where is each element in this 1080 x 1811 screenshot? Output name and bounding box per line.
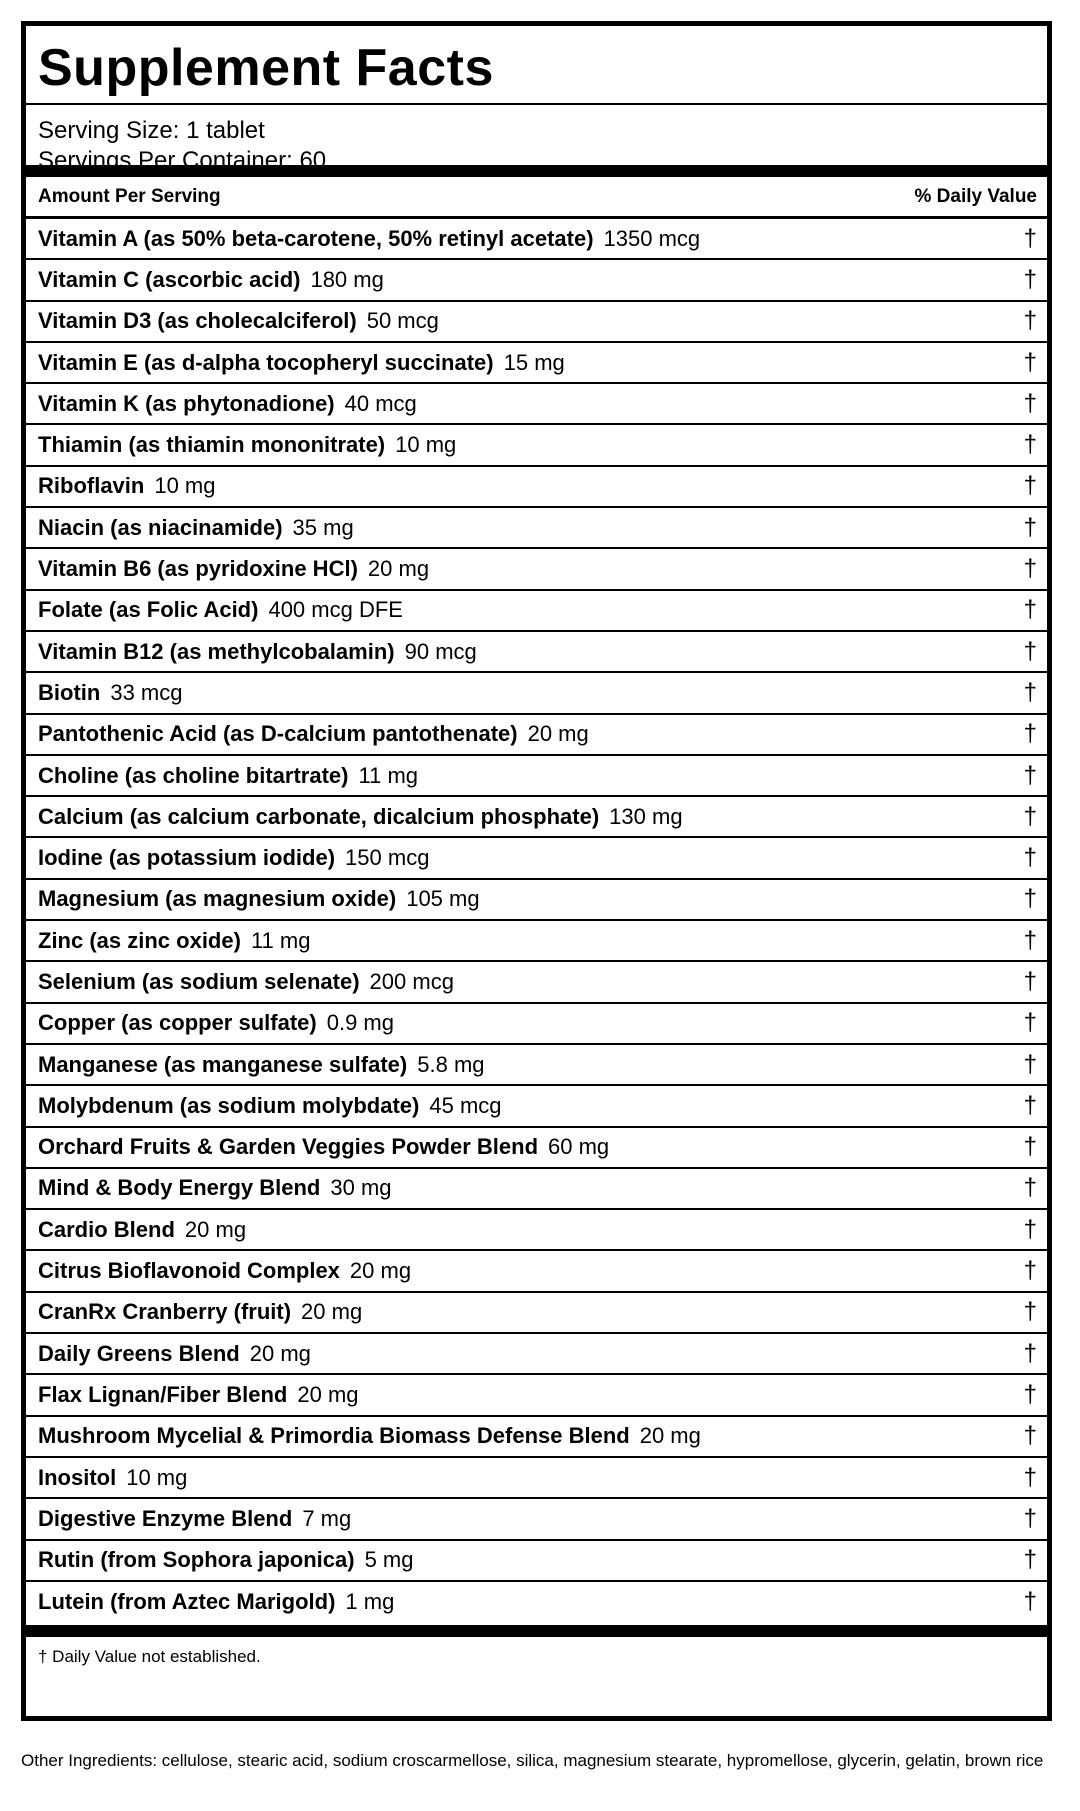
daily-value-dagger: † [1023, 1546, 1037, 1574]
table-row [26, 1251, 1047, 1292]
nutrient-cell [38, 515, 354, 541]
nutrient-cell [38, 928, 310, 954]
column-header-row [26, 177, 1047, 219]
nutrient-amount: 30 mg [330, 1175, 392, 1201]
daily-value-dagger: † [1023, 1422, 1037, 1450]
daily-value-dagger: † [1023, 1380, 1037, 1408]
nutrient-amount: 15 mg [503, 349, 565, 375]
daily-value-dagger: † [1023, 720, 1037, 748]
nutrient-name: Thiamin (as thiamin mononitrate) [38, 432, 386, 458]
nutrient-amount: 20 mg [527, 721, 589, 747]
nutrient-cell [38, 556, 429, 582]
daily-value-header: % Daily Value [914, 185, 1037, 207]
nutrient-name: Riboflavin [38, 473, 145, 499]
nutrient-cell [38, 680, 182, 706]
nutrient-amount: 20 mg [184, 1216, 247, 1242]
daily-value-dagger: † [1023, 431, 1037, 459]
nutrient-amount: 90 mcg [404, 638, 477, 664]
nutrient-amount: 1350 mcg [603, 225, 701, 251]
table-row [26, 797, 1047, 838]
nutrient-amount: 1 mg [345, 1589, 395, 1615]
nutrient-name: Manganese (as manganese sulfate) [38, 1051, 408, 1077]
nutrient-cell [38, 1341, 311, 1367]
daily-value-dagger: † [1023, 885, 1037, 913]
nutrient-amount: 5 mg [364, 1547, 414, 1573]
nutrient-cell [38, 1382, 359, 1408]
nutrient-name: CranRx Cranberry (fruit) [38, 1299, 292, 1325]
table-row [26, 921, 1047, 962]
nutrient-name: Vitamin B12 (as methylcobalamin) [38, 638, 395, 664]
table-row [26, 1169, 1047, 1210]
nutrient-name: Mushroom Mycelial & Primordia Biomass Defense Blend [38, 1423, 630, 1449]
nutrient-name: Vitamin K (as phytonadione) [38, 390, 335, 416]
nutrient-cell [38, 350, 565, 376]
nutrient-cell [38, 473, 216, 499]
nutrient-name: Inositol [38, 1464, 117, 1490]
daily-value-dagger: † [1023, 596, 1037, 624]
nutrient-amount: 40 mcg [344, 390, 417, 416]
daily-value-dagger: † [1023, 1339, 1037, 1367]
daily-value-dagger: † [1023, 844, 1037, 872]
table-row [26, 425, 1047, 466]
daily-value-dagger: † [1023, 555, 1037, 583]
daily-value-dagger: † [1023, 802, 1037, 830]
supplement-facts-panel [21, 21, 1052, 1721]
nutrient-name: Iodine (as potassium iodide) [38, 845, 336, 871]
nutrient-amount: 60 mg [548, 1134, 610, 1160]
footnote: † Daily Value not established. [38, 1647, 261, 1667]
daily-value-dagger: † [1023, 472, 1037, 500]
daily-value-dagger: † [1023, 1174, 1037, 1202]
nutrient-name: Rutin (from Sophora japonica) [38, 1547, 355, 1573]
daily-value-dagger: † [1023, 926, 1037, 954]
table-row [26, 1458, 1047, 1499]
nutrient-name: Lutein (from Aztec Marigold) [38, 1589, 336, 1615]
nutrient-amount: 5.8 mg [417, 1051, 485, 1077]
divider-bar [26, 1625, 1047, 1637]
nutrient-table [26, 219, 1047, 1623]
nutrient-amount: 11 mg [250, 927, 311, 953]
daily-value-dagger: † [1023, 1133, 1037, 1161]
nutrient-cell [38, 969, 454, 995]
nutrient-cell [38, 432, 456, 458]
nutrient-name: Vitamin D3 (as cholecalciferol) [38, 308, 357, 334]
table-row [26, 756, 1047, 797]
nutrient-amount: 20 mg [639, 1423, 701, 1449]
servings-per-container: Servings Per Container: 60 [38, 147, 327, 174]
nutrient-amount: 10 mg [154, 473, 216, 499]
daily-value-dagger: † [1023, 513, 1037, 541]
nutrient-amount: 130 mg [609, 803, 683, 829]
daily-value-dagger: † [1023, 224, 1037, 252]
nutrient-amount: 45 mcg [429, 1092, 502, 1118]
nutrient-name: Copper (as copper sulfate) [38, 1010, 317, 1036]
table-row [26, 715, 1047, 756]
nutrient-amount: 33 mcg [110, 679, 183, 705]
table-row [26, 1086, 1047, 1127]
nutrient-cell [38, 845, 429, 871]
table-row [26, 467, 1047, 508]
nutrient-cell [38, 639, 477, 665]
table-row [26, 1541, 1047, 1582]
nutrient-name: Flax Lignan/Fiber Blend [38, 1381, 288, 1407]
daily-value-dagger: † [1023, 1257, 1037, 1285]
daily-value-dagger: † [1023, 1009, 1037, 1037]
nutrient-cell [38, 226, 700, 252]
daily-value-dagger: † [1023, 1091, 1037, 1119]
nutrient-amount: 35 mg [292, 514, 354, 540]
nutrient-name: Vitamin B6 (as pyridoxine HCl) [38, 556, 358, 582]
table-row [26, 1210, 1047, 1251]
nutrient-name: Mind & Body Energy Blend [38, 1175, 321, 1201]
daily-value-dagger: † [1023, 1463, 1037, 1491]
nutrient-name: Molybdenum (as sodium molybdate) [38, 1092, 420, 1118]
daily-value-dagger: † [1023, 678, 1037, 706]
nutrient-amount: 150 mcg [345, 845, 430, 871]
table-row [26, 838, 1047, 879]
nutrient-cell [38, 886, 480, 912]
nutrient-cell [38, 308, 439, 334]
table-row [26, 302, 1047, 343]
nutrient-cell [38, 1010, 394, 1036]
nutrient-cell [38, 1465, 187, 1491]
nutrient-cell [38, 391, 417, 417]
nutrient-name: Biotin [38, 679, 101, 705]
table-row [26, 1004, 1047, 1045]
nutrient-amount: 20 mg [249, 1340, 311, 1366]
nutrient-amount: 20 mg [349, 1258, 412, 1284]
table-row [26, 673, 1047, 714]
nutrient-name: Daily Greens Blend [38, 1340, 240, 1366]
nutrient-name: Vitamin C (ascorbic acid) [38, 266, 301, 292]
table-row [26, 880, 1047, 921]
table-row [26, 1375, 1047, 1416]
nutrient-name: Choline (as choline bitartrate) [38, 762, 349, 788]
serving-info [26, 105, 1047, 177]
nutrient-name: Vitamin E (as d-alpha tocopheryl succinate) [38, 349, 494, 375]
table-row [26, 591, 1047, 632]
nutrient-cell [38, 1175, 392, 1201]
table-row [26, 219, 1047, 260]
nutrient-name: Magnesium (as magnesium oxide) [38, 886, 397, 912]
nutrient-cell [38, 1547, 413, 1573]
nutrient-amount: 11 mg [358, 762, 419, 788]
daily-value-dagger: † [1023, 967, 1037, 995]
amount-per-serving-header: Amount Per Serving [38, 185, 221, 207]
table-row [26, 1128, 1047, 1169]
table-row [26, 1293, 1047, 1334]
nutrient-cell [38, 597, 403, 623]
nutrient-name: Vitamin A (as 50% beta-carotene, 50% retinyl acetate) [38, 225, 594, 251]
nutrient-name: Selenium (as sodium selenate) [38, 968, 360, 994]
nutrient-cell [38, 1423, 701, 1449]
table-row [26, 343, 1047, 384]
daily-value-dagger: † [1023, 348, 1037, 376]
table-row [26, 1499, 1047, 1540]
nutrient-cell [38, 1506, 351, 1532]
table-row [26, 508, 1047, 549]
nutrient-amount: 0.9 mg [326, 1010, 394, 1036]
nutrient-name: Orchard Fruits & Garden Veggies Powder Blend [38, 1134, 539, 1160]
nutrient-name: Pantothenic Acid (as D-calcium pantothenate) [38, 721, 518, 747]
nutrient-name: Niacin (as niacinamide) [38, 514, 283, 540]
nutrient-cell [38, 1589, 394, 1615]
table-row [26, 1045, 1047, 1086]
nutrient-cell [38, 721, 589, 747]
table-row [26, 1417, 1047, 1458]
nutrient-cell [38, 1134, 609, 1160]
other-ingredients: Other Ingredients: cellulose, stearic acid, sodium croscarmellose, silica, magnesium stearate, hypromellose, glycerin, gelatin, brown rice [21, 1751, 1044, 1770]
nutrient-cell [38, 1093, 502, 1119]
table-row [26, 1582, 1047, 1623]
daily-value-dagger: † [1023, 1298, 1037, 1326]
daily-value-dagger: † [1023, 761, 1037, 789]
nutrient-amount: 10 mg [395, 432, 457, 458]
nutrient-cell [38, 267, 384, 293]
table-row [26, 384, 1047, 425]
nutrient-amount: 7 mg [302, 1505, 352, 1531]
nutrient-cell [38, 763, 418, 789]
nutrient-name: Citrus Bioflavonoid Complex [38, 1258, 340, 1284]
nutrient-amount: 50 mcg [366, 308, 439, 334]
daily-value-dagger: † [1023, 1050, 1037, 1078]
nutrient-name: Digestive Enzyme Blend [38, 1505, 293, 1531]
nutrient-amount: 180 mg [310, 266, 384, 292]
daily-value-dagger: † [1023, 1215, 1037, 1243]
nutrient-cell [38, 804, 683, 830]
nutrient-amount: 20 mg [297, 1381, 359, 1407]
daily-value-dagger: † [1023, 1588, 1037, 1616]
table-row [26, 632, 1047, 673]
table-row [26, 260, 1047, 301]
nutrient-name: Folate (as Folic Acid) [38, 597, 259, 623]
nutrient-name: Cardio Blend [38, 1216, 175, 1242]
nutrient-amount: 10 mg [126, 1464, 188, 1490]
serving-size: Serving Size: 1 tablet [38, 117, 265, 144]
daily-value-dagger: † [1023, 637, 1037, 665]
nutrient-amount: 400 mcg DFE [268, 597, 403, 623]
daily-value-dagger: † [1023, 265, 1037, 293]
nutrient-amount: 20 mg [367, 556, 430, 582]
nutrient-cell [38, 1217, 246, 1243]
daily-value-dagger: † [1023, 307, 1037, 335]
nutrient-amount: 200 mcg [369, 968, 454, 994]
table-row [26, 549, 1047, 590]
panel-title: Supplement Facts [26, 26, 1047, 105]
daily-value-dagger: † [1023, 389, 1037, 417]
nutrient-cell [38, 1258, 411, 1284]
nutrient-name: Zinc (as zinc oxide) [38, 927, 241, 953]
daily-value-dagger: † [1023, 1504, 1037, 1532]
nutrient-name: Calcium (as calcium carbonate, dicalcium phosphate) [38, 803, 600, 829]
nutrient-cell [38, 1052, 485, 1078]
nutrient-cell [38, 1299, 362, 1325]
table-row [26, 962, 1047, 1003]
nutrient-amount: 105 mg [406, 886, 480, 912]
nutrient-amount: 20 mg [301, 1299, 363, 1325]
table-row [26, 1334, 1047, 1375]
